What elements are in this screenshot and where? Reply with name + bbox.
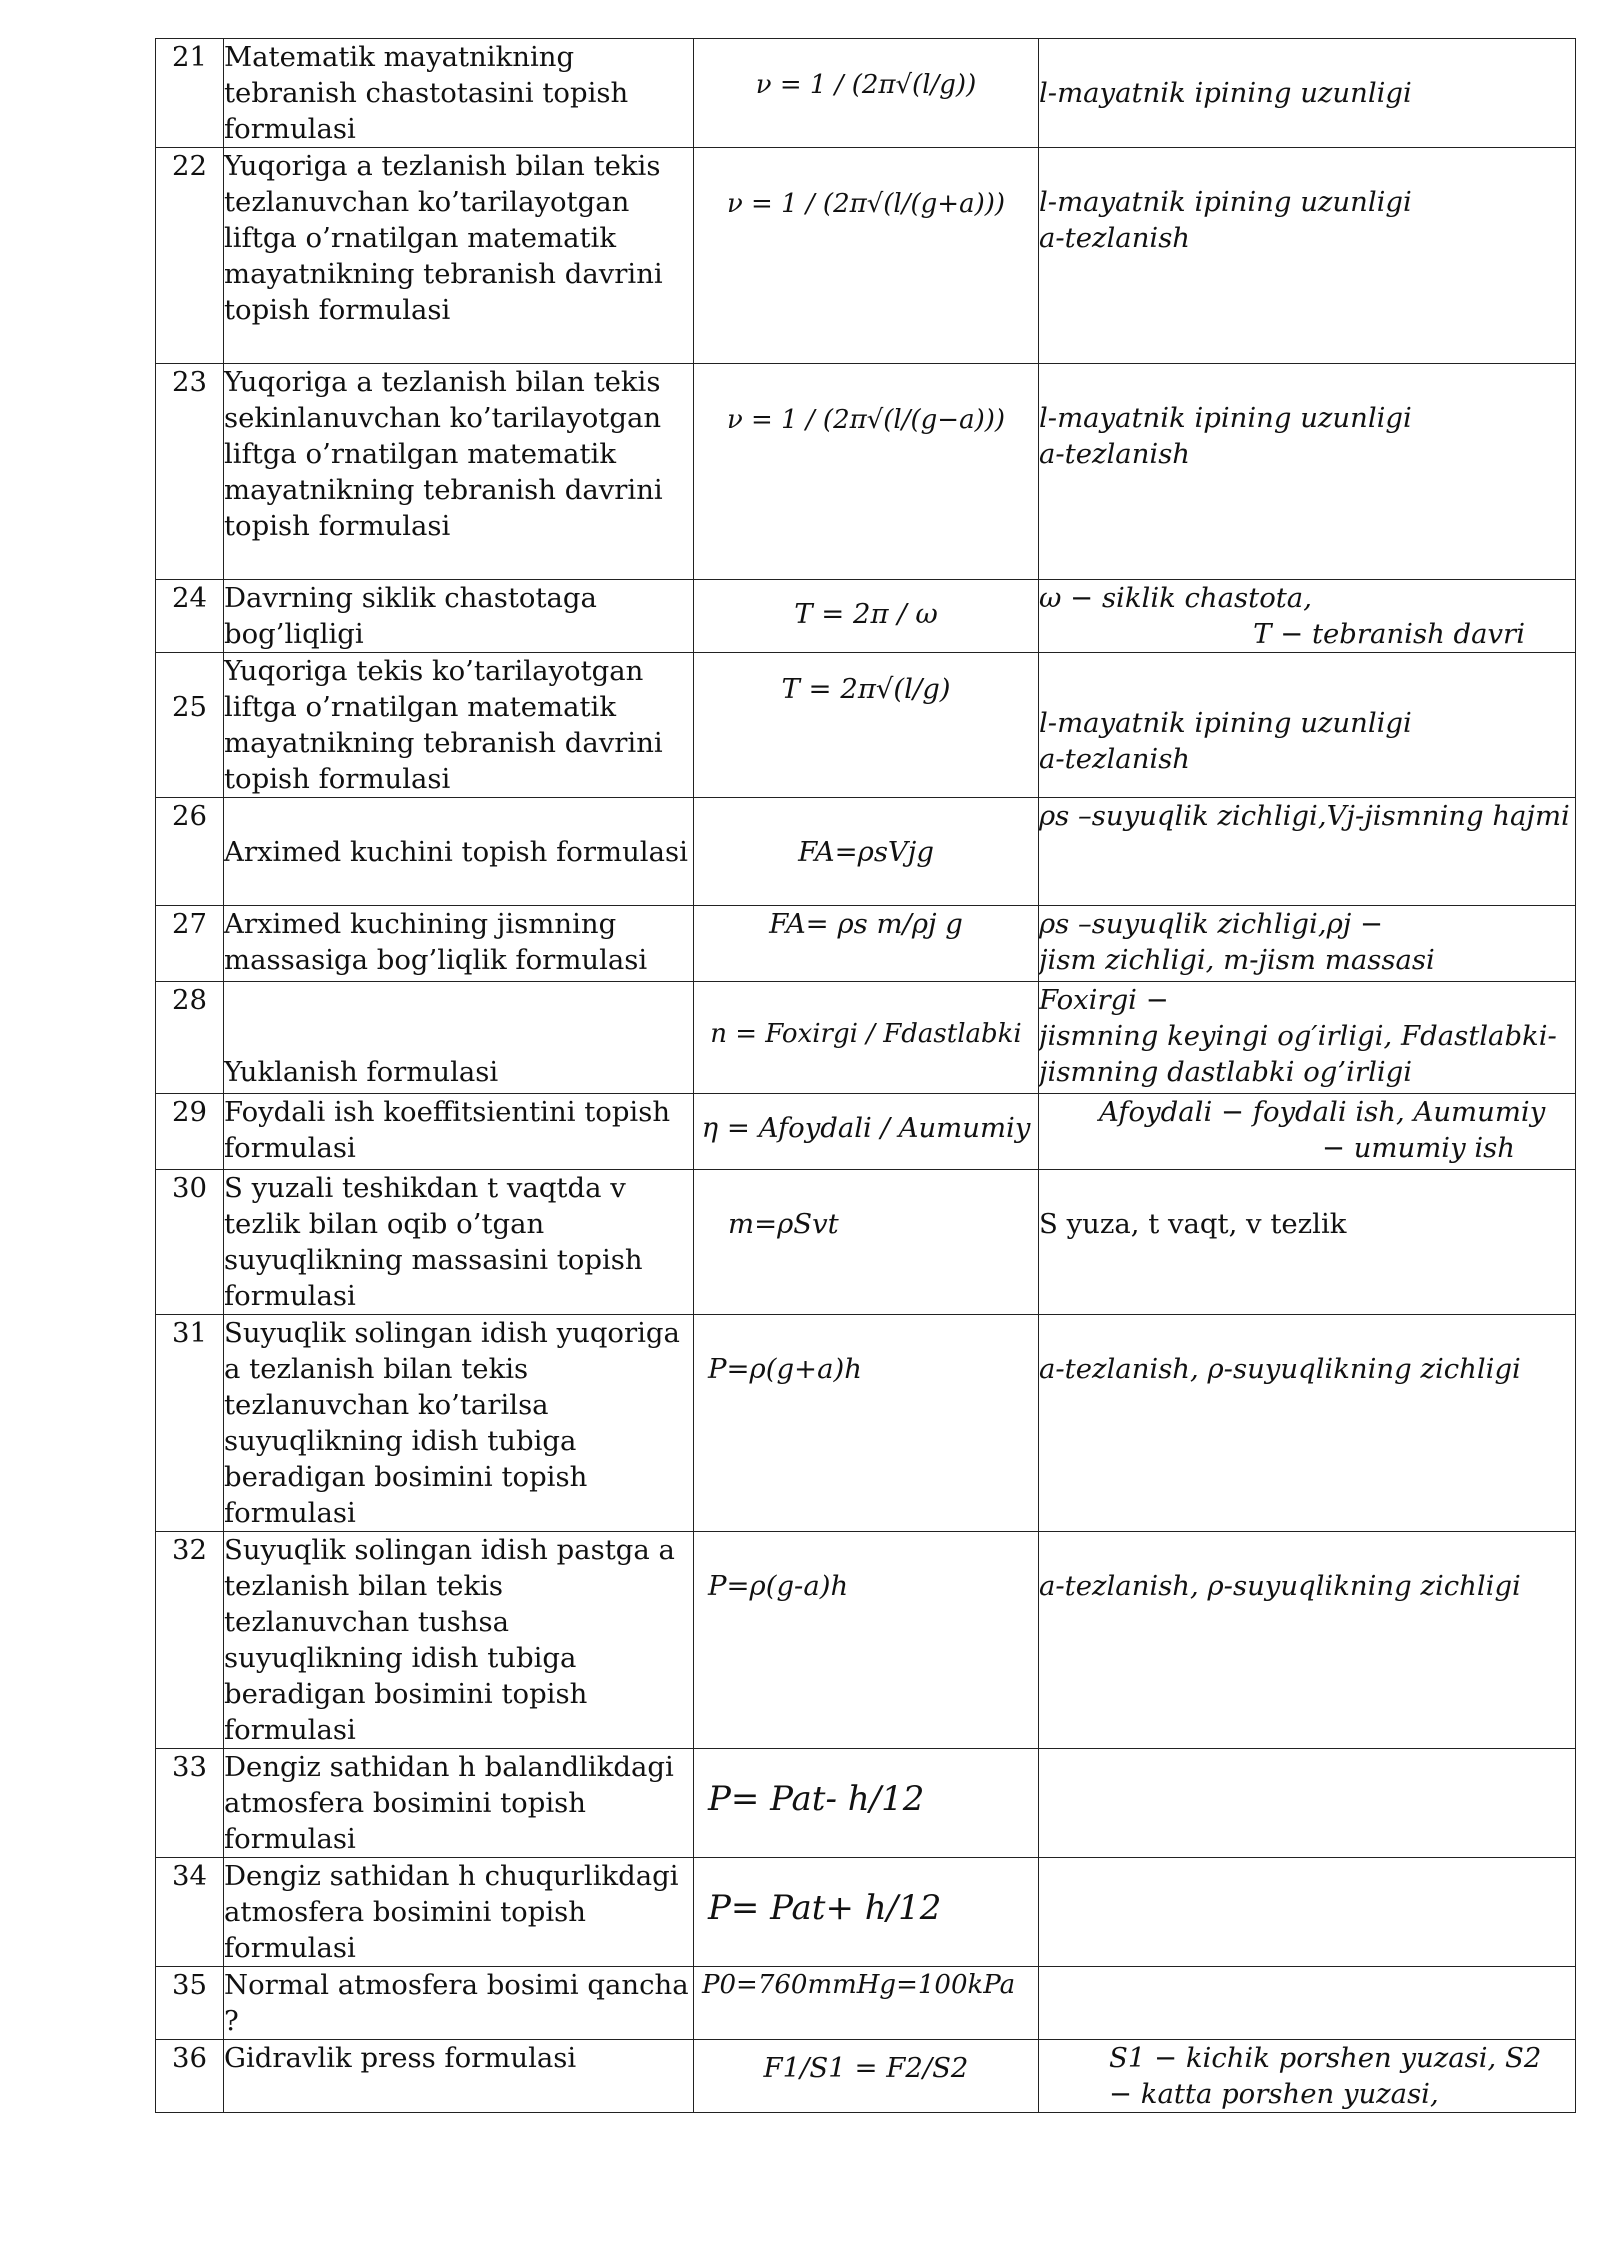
formula-text: n = Foxirgi / Fdastlabki (710, 1019, 1022, 1049)
description (1039, 1532, 1576, 1749)
row-number: 31 (156, 1315, 224, 1532)
row-number: 27 (156, 906, 224, 982)
row-number: 29 (156, 1094, 224, 1170)
formula (694, 1170, 1039, 1315)
formula (694, 39, 1039, 148)
description (1039, 148, 1576, 364)
description-line: ω − siklik chastota, (1039, 582, 1312, 614)
description (1039, 1315, 1576, 1532)
description (1039, 982, 1576, 1094)
row-number: 28 (156, 982, 224, 1094)
description-line: a-tezlanish (1039, 743, 1191, 775)
table-row (156, 39, 1576, 148)
description (1039, 798, 1576, 906)
row-title: S yuzali teshikdan t vaqtda v tezlik bilan oqib o’tgan suyuqlikning massasini topish formulasi (224, 1170, 694, 1315)
table-row (156, 1858, 1576, 1967)
formula-text: F1/S1 = F2/S2 (763, 2052, 969, 2084)
table-row (156, 580, 1576, 653)
table-row (156, 1532, 1576, 1749)
formula-text: FA= ρs m/ρj g (769, 908, 963, 940)
row-number: 34 (156, 1858, 224, 1967)
description (1039, 39, 1576, 148)
description-line: l-mayatnik ipining uzunligi (1039, 186, 1412, 218)
table-row (156, 982, 1576, 1094)
row-title: Davrning siklik chastotaga bog’liqligi (224, 580, 694, 653)
row-number: 36 (156, 2040, 224, 2113)
description (1039, 1094, 1576, 1170)
formula-text: ν = 1 / (2π√(l/(g−a))) (726, 405, 1005, 435)
formula (694, 1967, 1039, 2040)
row-number: 32 (156, 1532, 224, 1749)
description-line: l-mayatnik ipining uzunligi (1039, 402, 1412, 434)
row-title: Yuqoriga a tezlanish bilan tekis tezlanuvchan ko’tarilayotgan liftga o’rnatilgan matematik mayatnikning tebranish davrini topish formulasi (224, 148, 694, 364)
formula (694, 364, 1039, 580)
formula (694, 1749, 1039, 1858)
row-number (156, 653, 224, 798)
formula (694, 148, 1039, 364)
formula-text: P=ρ(g-a)h (708, 1570, 849, 1602)
formula-text: m=ρSvt (728, 1208, 839, 1240)
description-line: Afoydali − foydali ish, Aumumiy (1099, 1096, 1546, 1128)
row-title (224, 982, 694, 1094)
table-row (156, 1170, 1576, 1315)
formula-text: T = 2π / ω (794, 598, 938, 630)
row-title-text: Arximed kuchini topish formulasi (224, 836, 688, 868)
formula-text: η = Afoydali / Aumumiy (701, 1112, 1031, 1144)
row-number: 35 (156, 1967, 224, 2040)
row-title: Yuqoriga a tezlanish bilan tekis sekinlanuvchan ko’tarilayotgan liftga o’rnatilgan matematik mayatnikning tebranish davrini topish formulasi (224, 364, 694, 580)
row-number: 24 (156, 580, 224, 653)
formula (694, 580, 1039, 653)
formula-text: P=ρ(g+a)h (708, 1353, 862, 1385)
row-number: 22 (156, 148, 224, 364)
row-title-text: Yuklanish formulasi (224, 1056, 499, 1088)
formula-text: ν = 1 / (2π√(l/(g+a))) (726, 189, 1005, 219)
formula-text: P= Pat- h/12 (708, 1779, 925, 1819)
row-title: Dengiz sathidan h chuqurlikdagi atmosfera bosimini topish formulasi (224, 1858, 694, 1967)
row-number: 21 (156, 39, 224, 148)
description (1039, 1967, 1576, 2040)
description (1039, 1170, 1576, 1315)
formula (694, 1094, 1039, 1170)
description (1039, 906, 1576, 982)
formula-text: FA=ρsVjg (798, 836, 934, 868)
row-title: Dengiz sathidan h balandlikdagi atmosfera bosimini topish formulasi (224, 1749, 694, 1858)
table-row (156, 1315, 1576, 1532)
row-number: 26 (156, 798, 224, 906)
row-title: Normal atmosfera bosimi qancha ? (224, 1967, 694, 2040)
table-row (156, 653, 1576, 798)
description-line: a-tezlanish, ρ-suyuqlikning zichligi (1039, 1353, 1521, 1385)
row-title: Foydali ish koeffitsientini topish formulasi (224, 1094, 694, 1170)
description-line: T − tebranish davri (1253, 618, 1525, 650)
description-line: a-tezlanish (1039, 222, 1191, 254)
table-row (156, 364, 1576, 580)
description-line: ρs –suyuqlik zichligi,Vj-jismning hajmi (1039, 800, 1570, 832)
row-title: Suyuqlik solingan idish yuqoriga a tezlanish bilan tekis tezlanuvchan ko’tarilsa suyuqlikning idish tubiga beradigan bosimini topish formulasi (224, 1315, 694, 1532)
description-line: − umumiy ish (1321, 1132, 1515, 1164)
table-row (156, 798, 1576, 906)
row-number-text: 25 (172, 691, 207, 723)
description-line: − katta porshen yuzasi, (1109, 2078, 1439, 2110)
row-title: Gidravlik press formulasi (224, 2040, 694, 2113)
formula (694, 2040, 1039, 2113)
formula (694, 798, 1039, 906)
formula-text: ν = 1 / (2π√(l/g)) (755, 70, 977, 100)
description (1039, 2040, 1576, 2113)
formula (694, 1858, 1039, 1967)
table-row (156, 2040, 1576, 2113)
table-row (156, 1749, 1576, 1858)
description-line: a-tezlanish, ρ-suyuqlikning zichligi (1039, 1570, 1521, 1602)
description-line: jismning dastlabki og’irligi (1039, 1056, 1413, 1088)
description-line: a-tezlanish (1039, 438, 1191, 470)
description (1039, 1749, 1576, 1858)
formula-text: T = 2π√(l/g) (781, 673, 951, 705)
row-number: 23 (156, 364, 224, 580)
description (1039, 580, 1576, 653)
row-number: 30 (156, 1170, 224, 1315)
formula-table (155, 38, 1576, 2113)
description-line: jismning keyingi og′irligi, Fdastlabki- (1039, 1020, 1557, 1052)
formula-text: P0=760mmHg=100kPa (702, 1970, 1016, 2000)
table-row (156, 148, 1576, 364)
description-line: ρs –suyuqlik zichligi,ρj − (1039, 908, 1384, 940)
table-row (156, 1967, 1576, 2040)
row-title: Yuqoriga tekis ko’tarilayotgan liftga o’rnatilgan matematik mayatnikning tebranish davrini topish formulasi (224, 653, 694, 798)
row-title: Arximed kuchining jismning massasiga bog’liqlik formulasi (224, 906, 694, 982)
row-title (224, 798, 694, 906)
description-line: jism zichligi, m-jism massasi (1039, 944, 1435, 976)
formula (694, 906, 1039, 982)
description-line: Foxirgi − (1039, 984, 1169, 1016)
formula (694, 1315, 1039, 1532)
formula (694, 653, 1039, 798)
description-line: l-mayatnik ipining uzunligi (1039, 707, 1412, 739)
description-line: S yuza, t vaqt, v tezlik (1039, 1208, 1347, 1240)
formula-text: P= Pat+ h/12 (708, 1888, 942, 1928)
description-line: S1 − kichik porshen yuzasi, S2 (1109, 2042, 1542, 2074)
formula (694, 982, 1039, 1094)
description (1039, 364, 1576, 580)
formula (694, 1532, 1039, 1749)
description (1039, 1858, 1576, 1967)
row-number: 33 (156, 1749, 224, 1858)
description (1039, 653, 1576, 798)
table-row (156, 906, 1576, 982)
description-line: l-mayatnik ipining uzunligi (1039, 77, 1412, 109)
row-title: Matematik mayatnikning tebranish chastotasini topish formulasi (224, 39, 694, 148)
table-row (156, 1094, 1576, 1170)
row-title: Suyuqlik solingan idish pastga a tezlanish bilan tekis tezlanuvchan tushsa suyuqlikning idish tubiga beradigan bosimini topish formulasi (224, 1532, 694, 1749)
